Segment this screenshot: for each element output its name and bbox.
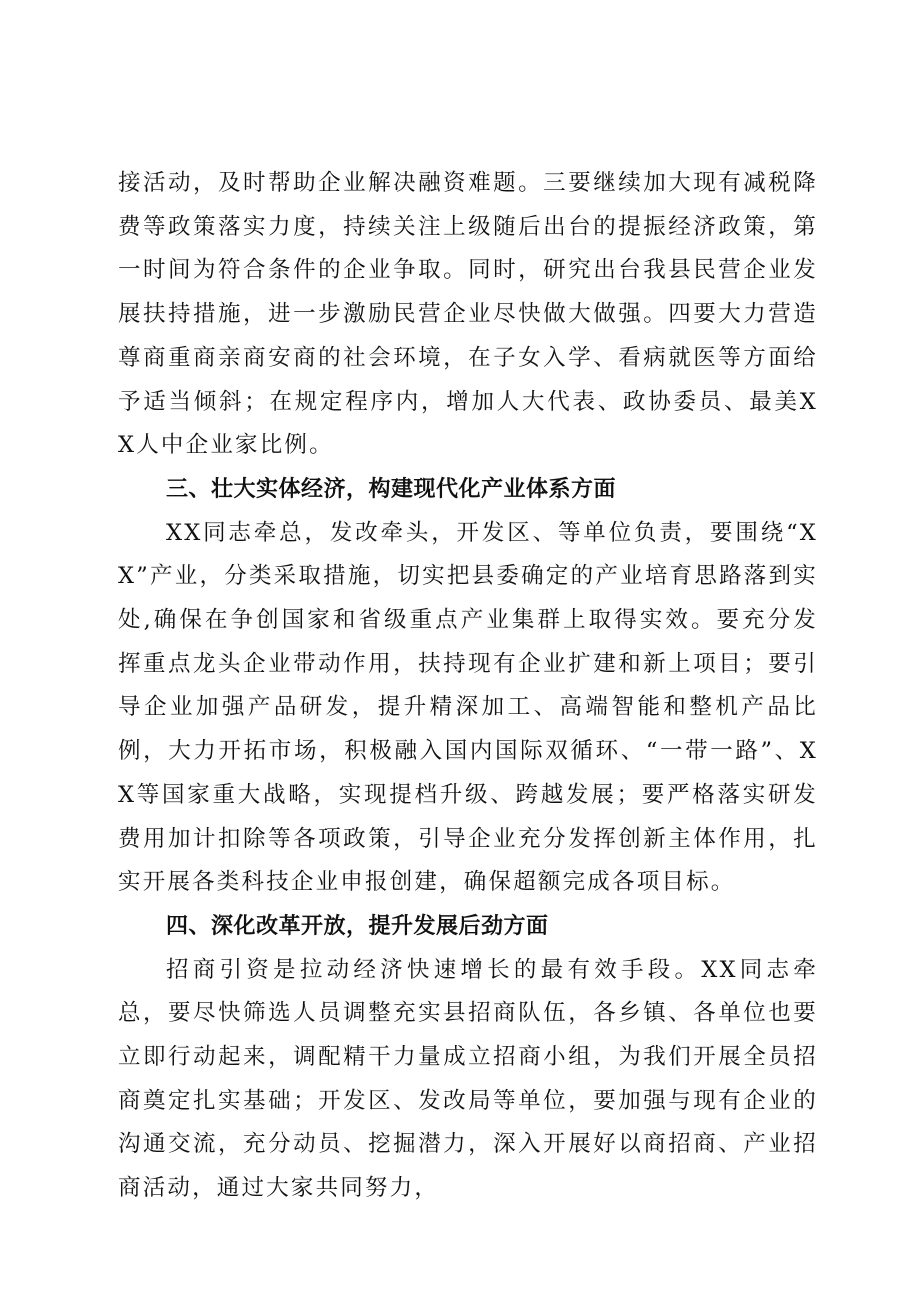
section-heading-3: 三、壮大实体经济，构建现代化产业体系方面	[166, 476, 617, 502]
document-body	[118, 162, 818, 1211]
section-heading-4: 四、深化改革开放，提升发展后劲方面	[166, 913, 549, 939]
paragraph-continued: 接活动，及时帮助企业解决融资难题。三要继续加大现有减税降费等政策落实力度，持续关注上级随后出台的提振经济政策，第一时间为符合条件的企业争取。同时，研究出台我县民营企业发展扶持措施，进一步激励民营企业尽快做大做强。四要大力营造尊商重商亲商安商的社会环境，在子女入学、看病就医等方面给予适当倾斜；在规定程序内，增加人大代表、政协委员、最美XX人中企业家比例。	[118, 170, 818, 459]
paragraph-investment: 招商引资是拉动经济快速增长的最有效手段。XX同志牵总，要尽快筛选人员调整充实县招商队伍，各乡镇、各单位也要立即行动起来，调配精干力量成立招商小组，为我们开展全员招商奠定扎实基础；开发区、发改局等单位，要加强与现有企业的沟通交流，充分动员、挖掘潜力，深入开展好以商招商、产业招商活动，通过大家共同努力，	[118, 956, 818, 1202]
paragraph-industry: XX同志牵总，发改牵头，开发区、等单位负责，要围绕“XX”产业，分类采取措施，切实把县委确定的产业培育思路落到实处,确保在争创国家和省级重点产业集群上取得实效。要充分发挥重点龙头企业带动作用，扶持现有企业扩建和新上项目；要引导企业加强产品研发，提升精深加工、高端智能和整机产品比例，大力开拓市场，积极融入国内国际双循环、“一带一路”、XX等国家重大战略，实现提档升级、跨越发展；要严格落实研发费用加计扣除等各项政策，引导企业充分发挥创新主体作用，扎实开展各类科技企业申报创建，确保超额完成各项目标。	[118, 519, 818, 896]
